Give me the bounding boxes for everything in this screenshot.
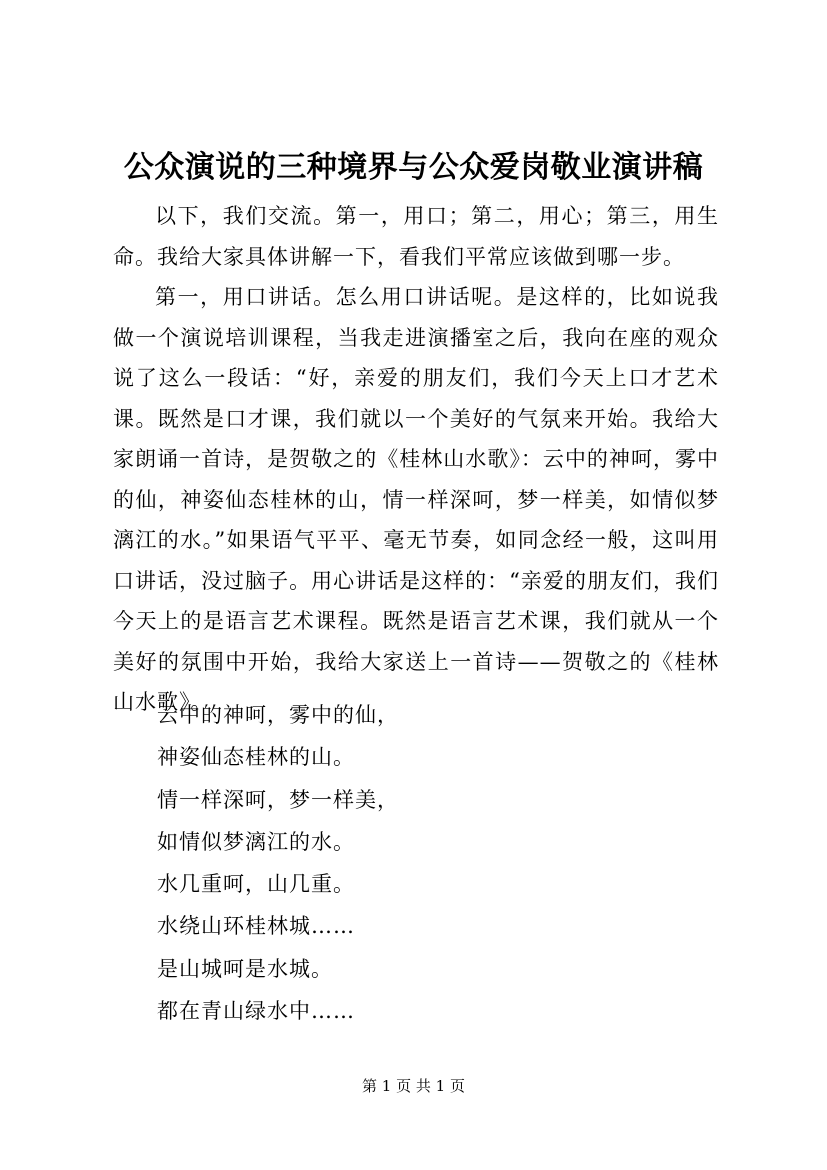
poem-line: 如情似梦漓江的水。 [157, 829, 355, 854]
poem-line: 神姿仙态桂林的山。 [157, 745, 355, 770]
page-number-footer: 第 1 页 共 1 页 [362, 1077, 465, 1095]
paragraph: 以下，我们交流。第一，用口；第二，用心；第三，用生命。我给大家具体讲解一下，看我们平常应该做到哪一步。 [113, 204, 719, 269]
poem-block [157, 694, 399, 1032]
poem-line: 都在青山绿水中…… [157, 999, 355, 1024]
document-body [113, 196, 719, 723]
poem-line: 情一样深呵，梦一样美， [157, 787, 399, 812]
document-title: 公众演说的三种境界与公众爱岗敬业演讲稿 [123, 150, 704, 185]
poem-line: 水绕山环桂林城…… [157, 914, 355, 939]
poem-line: 水几重呵，山几重。 [157, 872, 355, 897]
poem-line: 是山城呵是水城。 [157, 956, 333, 981]
paragraph: 第一，用口讲话。怎么用口讲话呢。是这样的，比如说我做一个演说培训课程，当我走进演播室之后，我向在座的观众说了这么一段话：“好，亲爱的朋友们，我们今天上口才艺术课。既然是口才课，我们就以一个美好的气氛来开始。我给大家朗诵一首诗，是贺敬之的《桂林山水歌》：云中的神呵，雾中的仙，神姿仙态桂林的山，情一样深呵，梦一样美，如情似梦漓江的水。”如果语气平平、毫无节奏，如同念经一般，这叫用口讲话，没过脑子。用心讲话是这样的：“亲爱的朋友们，我们今天上的是语言艺术课程。既然是语言艺术课，我们就从一个美好的氛围中开始，我给大家送上一首诗——贺敬之的《桂林山水歌》。 [113, 285, 719, 714]
poem-line: 云中的神呵，雾中的仙， [157, 703, 399, 727]
